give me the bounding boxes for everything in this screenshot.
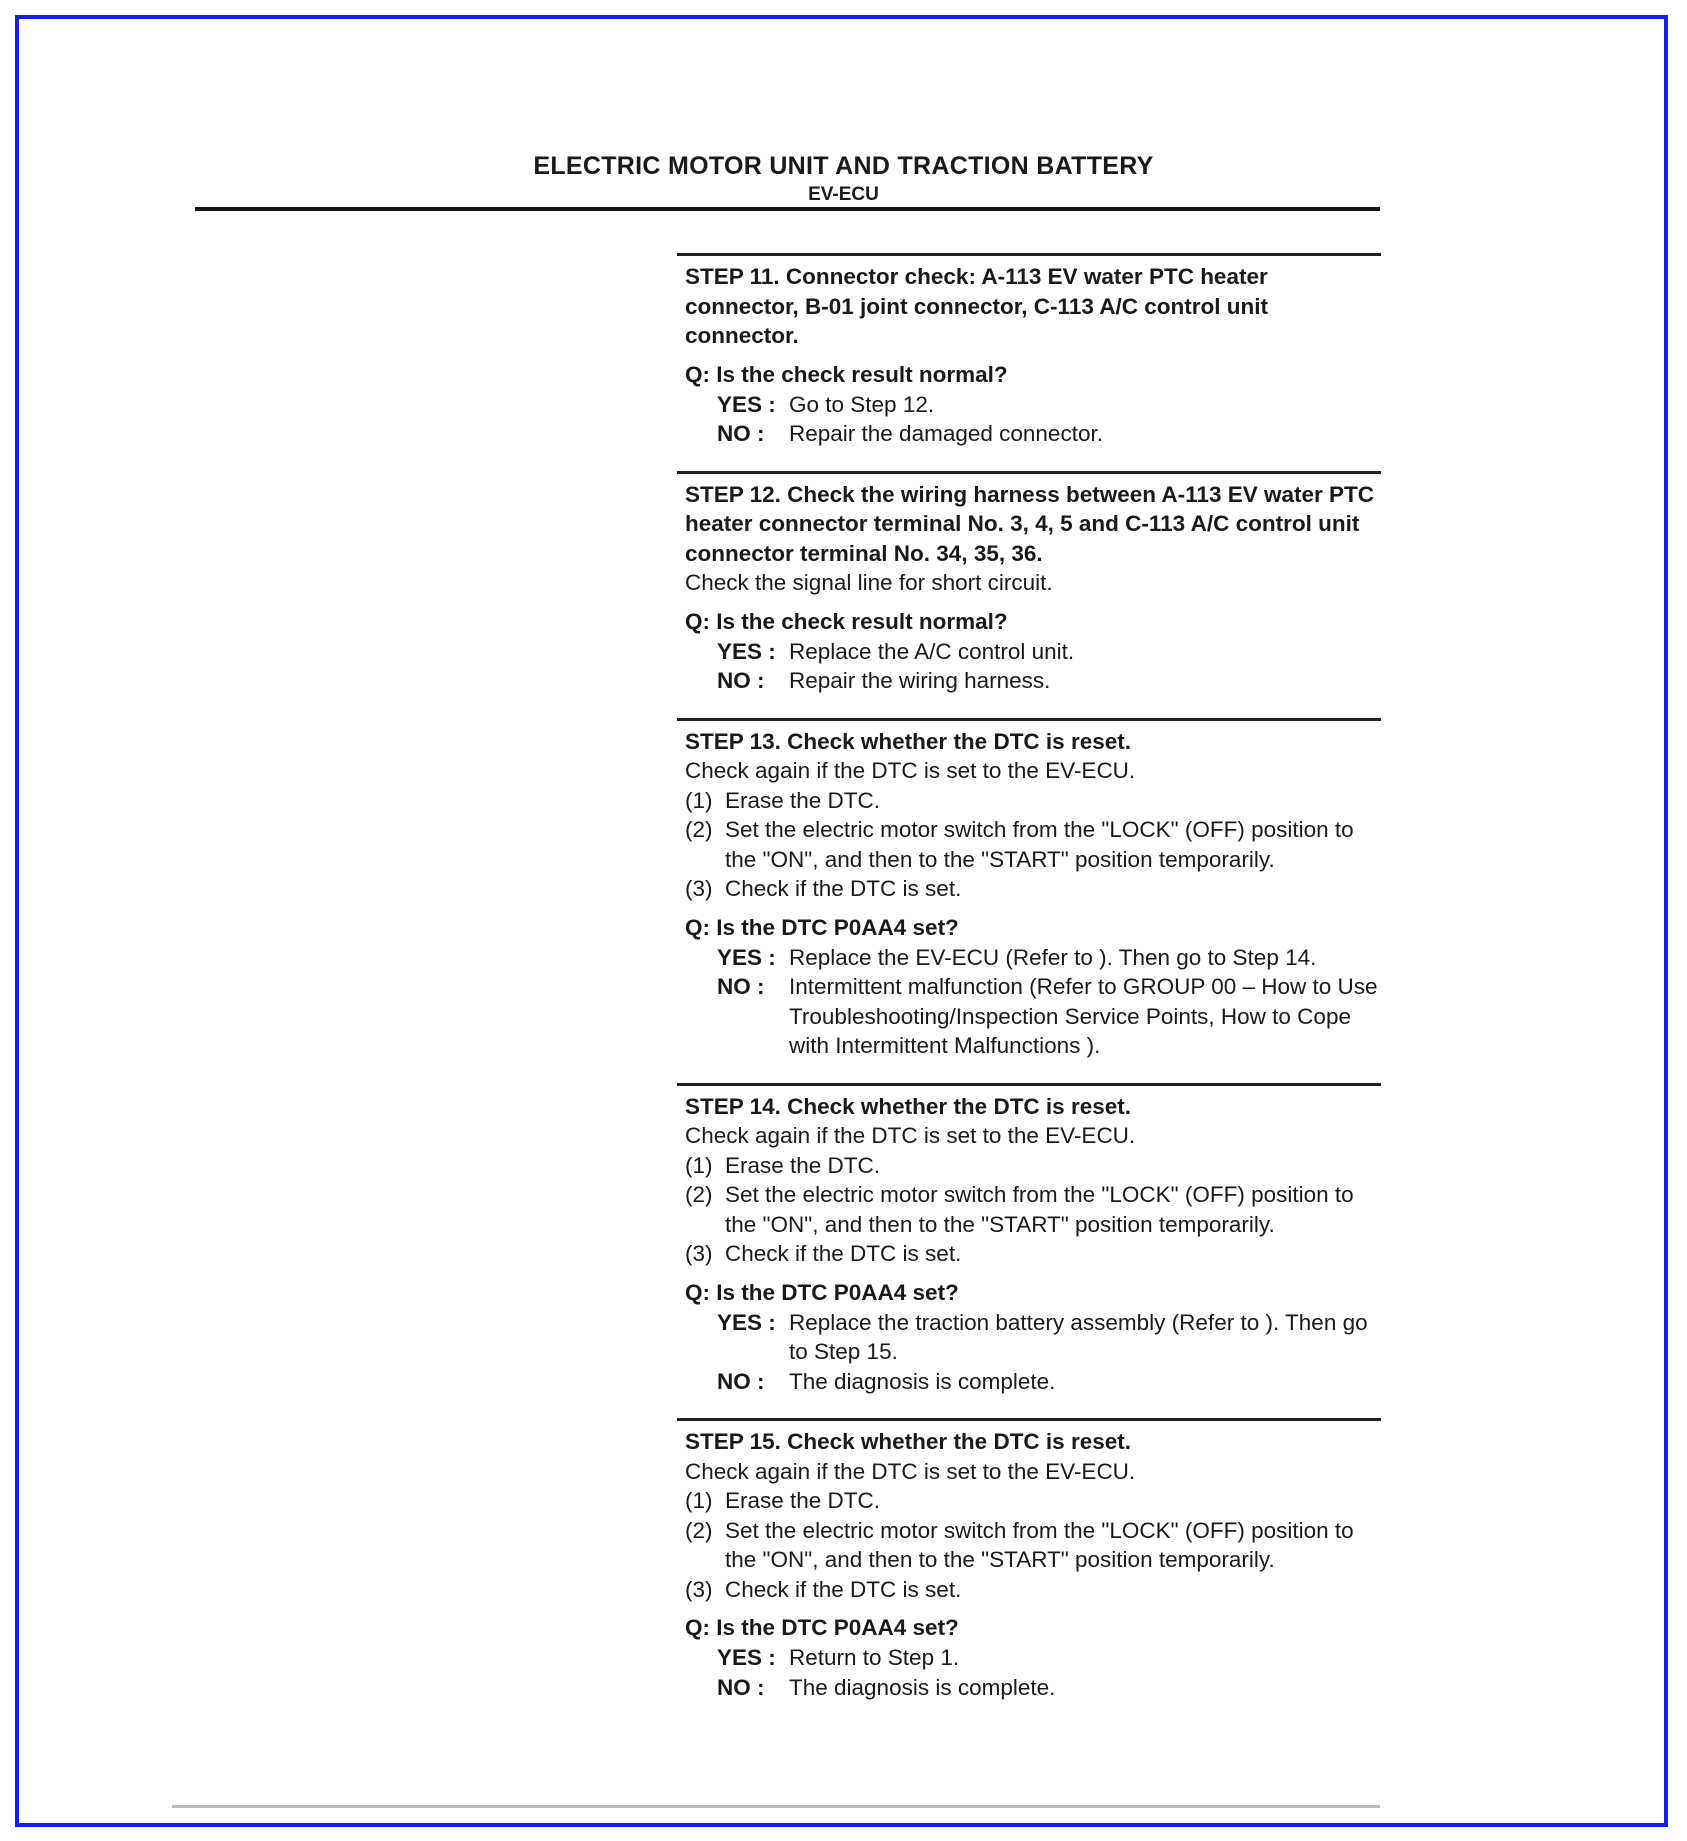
yes-text: Replace the EV-ECU (Refer to ). Then go to Step 14. (789, 944, 1317, 970)
yes-answer (685, 1308, 1381, 1367)
procedure-item (685, 1239, 1381, 1269)
no-answer (685, 666, 1381, 696)
step-question: Q: Is the DTC P0AA4 set? (685, 1279, 959, 1305)
procedure-item (685, 1180, 1381, 1239)
no-answer (685, 1673, 1381, 1703)
step-question: Q: Is the check result normal? (685, 608, 1008, 634)
troubleshooting-step (677, 1083, 1381, 1397)
yes-text: Go to Step 12. (789, 391, 935, 417)
yes-answer (685, 390, 1381, 420)
yes-text: Replace the traction battery assembly (Refer to ). Then go to Step 15. (789, 1309, 1368, 1364)
troubleshooting-step (677, 471, 1381, 696)
step-title: STEP 11. Connector check: A-113 EV water PTC heater connector, B-01 joint connector, C-113 A/C control unit connector. (685, 264, 1268, 348)
troubleshooting-step (677, 718, 1381, 1061)
step-title: STEP 14. Check whether the DTC is reset. (685, 1093, 1131, 1119)
procedure-number: (2) (685, 817, 713, 842)
procedure-item (685, 815, 1381, 874)
troubleshooting-step (677, 1418, 1381, 1702)
no-text: The diagnosis is complete. (789, 1368, 1056, 1394)
yes-label: YES : (717, 1309, 776, 1335)
no-label: NO : (717, 668, 765, 693)
no-answer (685, 972, 1381, 1061)
procedure-item (685, 1516, 1381, 1575)
procedure-number: (3) (685, 876, 713, 901)
yes-answer (685, 943, 1381, 973)
procedure-text: Check if the DTC is set. (725, 876, 962, 901)
footer-rule (172, 1805, 1380, 1808)
procedure-number: (3) (685, 1241, 713, 1266)
yes-text: Replace the A/C control unit. (789, 638, 1075, 664)
step-title: STEP 15. Check whether the DTC is reset. (685, 1429, 1131, 1454)
step-question: Q: Is the DTC P0AA4 set? (685, 914, 959, 940)
procedure-text: Erase the DTC. (725, 1152, 881, 1178)
procedure-item (685, 1486, 1381, 1516)
procedure-number: (1) (685, 1152, 713, 1178)
step-description: Check again if the DTC is set to the EV-ECU. (685, 1123, 1136, 1148)
no-label: NO : (717, 1674, 765, 1700)
troubleshooting-step (677, 253, 1381, 449)
procedure-text: Set the electric motor switch from the "LOCK" (OFF) position to the "ON", and then to the "START" position temporarily. (725, 1182, 1354, 1237)
step-question: Q: Is the DTC P0AA4 set? (685, 1615, 959, 1640)
procedure-text: Check if the DTC is set. (725, 1576, 962, 1602)
procedure-item (685, 874, 1381, 904)
no-label: NO : (717, 1368, 765, 1394)
no-answer (685, 419, 1381, 449)
yes-label: YES : (717, 391, 776, 417)
yes-answer (685, 637, 1381, 667)
step-title: STEP 12. Check the wiring harness between A-113 EV water PTC heater connector terminal No. 3, 4, 5 and C-113 A/C control unit connector terminal No. 34, 35, 36. (685, 481, 1374, 566)
procedure-item (685, 786, 1381, 816)
procedure-number: (2) (685, 1182, 713, 1207)
no-text: The diagnosis is complete. (789, 1674, 1056, 1700)
step-description: Check again if the DTC is set to the EV-ECU. (685, 758, 1136, 783)
procedure-text: Set the electric motor switch from the "LOCK" (OFF) position to the "ON", and then to the "START" position temporarily. (725, 1517, 1354, 1572)
step-description: Check again if the DTC is set to the EV-ECU. (685, 1458, 1136, 1484)
header-rule (195, 207, 1380, 211)
no-label: NO : (717, 974, 765, 999)
yes-answer (685, 1643, 1381, 1673)
no-label: NO : (717, 421, 765, 446)
page-subtitle: EV-ECU (808, 184, 879, 205)
yes-label: YES : (717, 1645, 776, 1670)
procedure-number: (1) (685, 1488, 713, 1513)
no-text: Repair the wiring harness. (789, 668, 1051, 693)
step-title: STEP 13. Check whether the DTC is reset. (685, 728, 1131, 754)
yes-label: YES : (717, 638, 776, 664)
yes-label: YES : (717, 944, 776, 970)
procedure-item (685, 1575, 1381, 1605)
yes-text: Return to Step 1. (789, 1645, 960, 1670)
step-description: Check the signal line for short circuit. (685, 570, 1053, 595)
no-text: Repair the damaged connector. (789, 421, 1103, 446)
page-title: ELECTRIC MOTOR UNIT AND TRACTION BATTERY (533, 152, 1154, 180)
procedure-text: Erase the DTC. (725, 787, 881, 813)
no-answer (685, 1367, 1381, 1397)
procedure-text: Erase the DTC. (725, 1488, 881, 1513)
procedure-number: (3) (685, 1576, 713, 1602)
procedure-number: (1) (685, 787, 713, 813)
procedure-number: (2) (685, 1517, 713, 1543)
procedure-item (685, 1151, 1381, 1181)
no-text: Intermittent malfunction (Refer to GROUP 00 – How to Use Troubleshooting/Inspection Service Points, How to Cope with Intermittent Malfunctions ). (789, 974, 1378, 1058)
step-question: Q: Is the check result normal? (685, 361, 1008, 387)
procedure-text: Set the electric motor switch from the "LOCK" (OFF) position to the "ON", and then to the "START" position temporarily. (725, 817, 1354, 872)
steps-column (677, 253, 1381, 1724)
procedure-text: Check if the DTC is set. (725, 1241, 962, 1266)
